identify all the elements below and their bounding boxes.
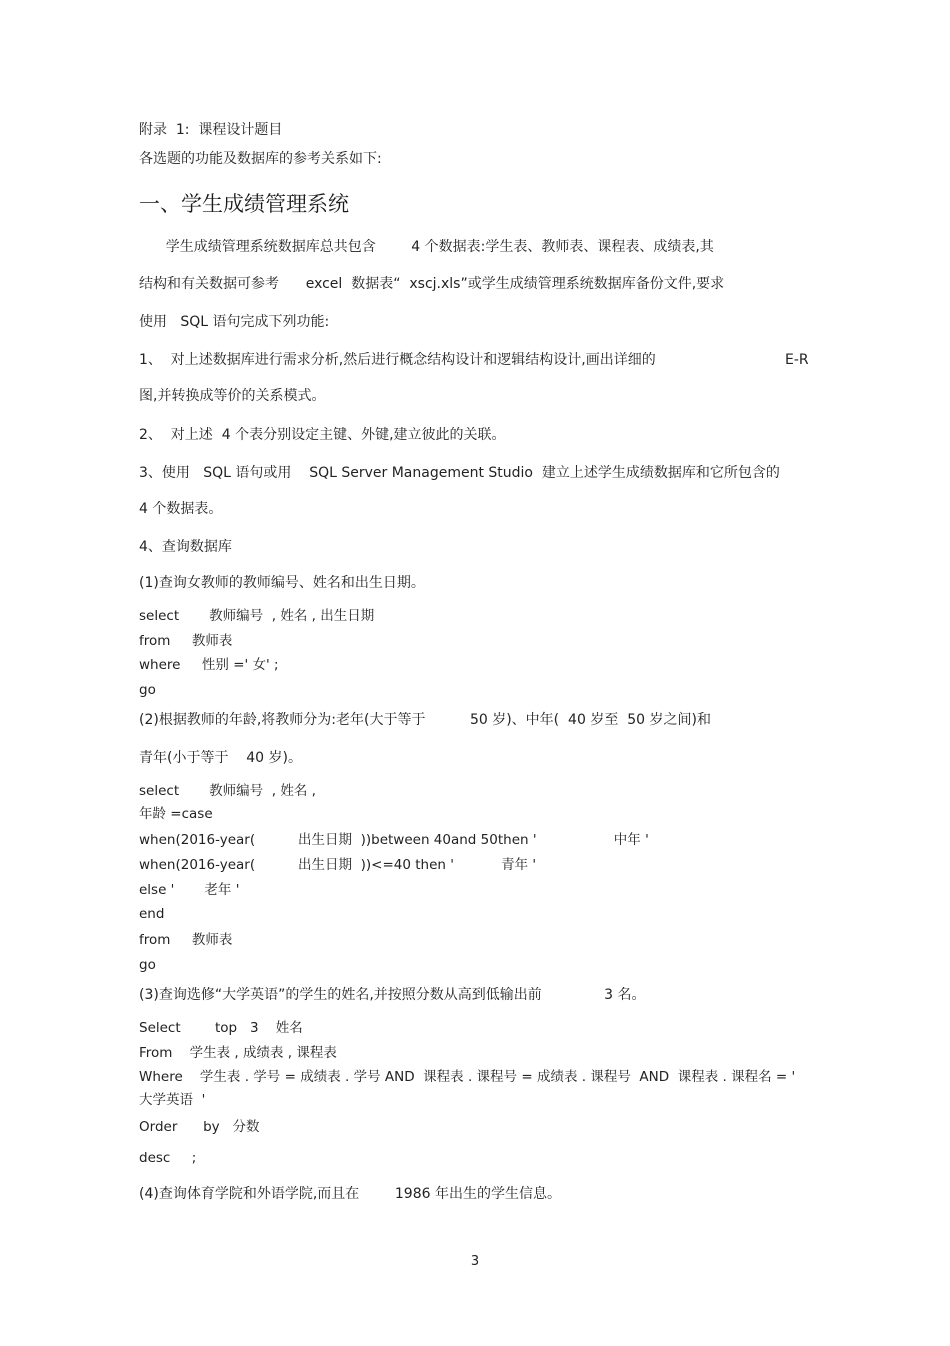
paragraph-line-2: 结构和有关数据可参考 excel 数据表“ xscj.xls”或学生成绩管理系统数据库备份文件,要求 [139, 276, 725, 292]
query-2-code-line: select 教师编号 , 姓名 , [139, 783, 316, 799]
item-4: 4、查询数据库 [139, 539, 232, 555]
query-3-code-line: 大学英语 ' [139, 1092, 206, 1108]
item-1-line-2: 图,并转换成等价的关系模式。 [139, 388, 326, 404]
query-3-code-line: Order by 分数 [139, 1119, 260, 1135]
query-3-title: (3)查询选修“大学英语”的学生的姓名,并按照分数从高到低输出前 3 名。 [139, 987, 646, 1003]
query-1-code-line: select 教师编号 , 姓名 , 出生日期 [139, 608, 375, 624]
query-2-code-line: from 教师表 [139, 932, 233, 948]
query-1-title: (1)查询女教师的教师编号、姓名和出生日期。 [139, 575, 425, 591]
query-4-title: (4)查询体育学院和外语学院,而且在 1986 年出生的学生信息。 [139, 1186, 561, 1202]
query-2-code-line: when(2016-year( 出生日期 ))<=40 then ' 青年 ' [139, 857, 537, 873]
query-1-code-line: from 教师表 [139, 633, 233, 649]
item-3-line-2: 4 个数据表。 [139, 501, 223, 517]
query-2-code-line: go [139, 957, 156, 973]
appendix-heading: 附录 1: 课程设计题目 [139, 122, 283, 138]
query-3-code-line: Where 学生表 . 学号 = 成绩表 . 学号 AND 课程表 . 课程号 = 成绩表 . 课程号 AND 课程表 . 课程名 = ' [139, 1069, 796, 1085]
item-2: 2、 对上述 4 个表分别设定主键、外键,建立彼此的关联。 [139, 427, 506, 443]
query-2-title-line-1: (2)根据教师的年龄,将教师分为:老年(大于等于 50 岁)、中年( 40 岁至 50 岁之间)和 [139, 712, 711, 728]
query-2-code-line: when(2016-year( 出生日期 ))between 40and 50then ' 中年 ' [139, 832, 649, 848]
item-1-er-label: E-R [785, 352, 809, 368]
query-3-code-line: Select top 3 姓名 [139, 1020, 303, 1036]
paragraph-line-1: 学生成绩管理系统数据库总共包含 4 个数据表:学生表、教师表、课程表、成绩表,其 [139, 239, 714, 255]
query-2-code-line: else ' 老年 ' [139, 882, 240, 898]
page-number: 3 [470, 1254, 480, 1269]
query-3-code-line: From 学生表 , 成绩表 , 课程表 [139, 1045, 337, 1061]
query-3-code-line: desc ; [139, 1150, 197, 1166]
section-title: 一、学生成绩管理系统 [139, 192, 349, 216]
item-1-line-1: 1、 对上述数据库进行需求分析,然后进行概念结构设计和逻辑结构设计,画出详细的 [139, 352, 656, 368]
query-2-code-line: end [139, 906, 165, 922]
paragraph-line-3: 使用 SQL 语句完成下列功能: [139, 314, 330, 330]
item-3-line-1: 3、使用 SQL 语句或用 SQL Server Management Studio 建立上述学生成绩数据库和它所包含的 [139, 465, 780, 481]
query-2-title-line-2: 青年(小于等于 40 岁)。 [139, 750, 302, 766]
query-1-code-line: go [139, 682, 156, 698]
intro-line: 各选题的功能及数据库的参考关系如下: [139, 151, 382, 167]
query-2-code-line: 年龄 =case [139, 806, 213, 822]
query-1-code-line: where 性别 =' 女' ; [139, 657, 279, 673]
